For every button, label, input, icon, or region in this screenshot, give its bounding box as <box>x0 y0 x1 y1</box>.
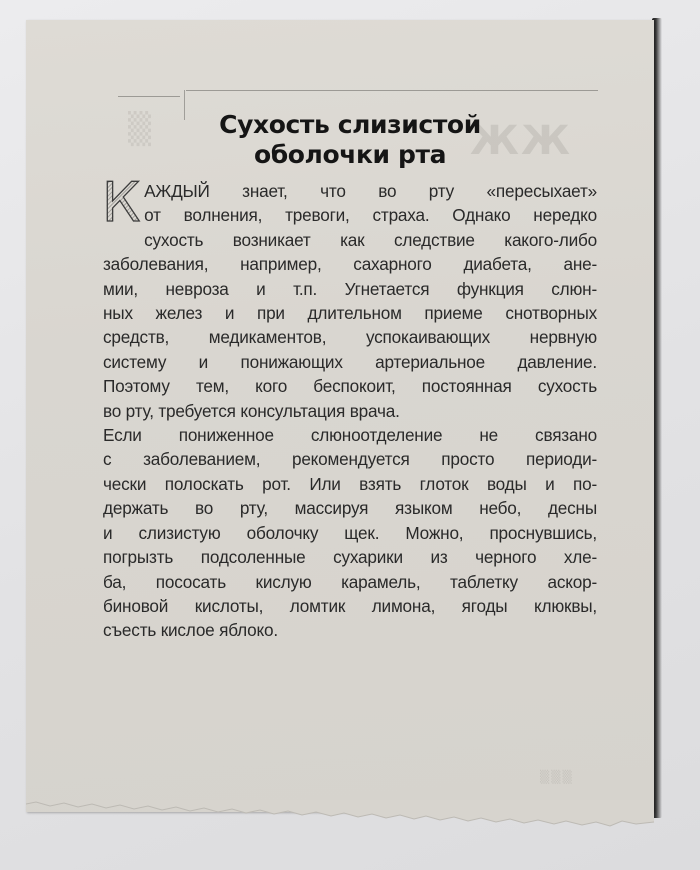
text-line: чески полоскать рот. Или взять глоток воды и по- <box>103 473 597 494</box>
column-rule <box>186 90 598 91</box>
print-bleed-through: ▒▒▒ <box>540 770 574 784</box>
text-line: Поэтому тем, кого беспокоит, постоянная сухость <box>103 376 597 397</box>
text-line: от волнения, тревоги, страха. Однако нередко <box>144 205 597 226</box>
text-line: биновой кислоты, ломтик лимона, ягоды клюквы, <box>103 595 597 616</box>
print-bleed-through: ЖЖ <box>470 118 572 164</box>
text-line: Если пониженное слюноотделение не связано <box>103 425 597 446</box>
text-line: средств, медикаментов, успокаивающих нервную <box>103 327 597 348</box>
torn-paper-edge <box>26 800 654 830</box>
text-line: мии, невроза и т.п. Угнетается функция слюн- <box>103 278 597 299</box>
article-body <box>102 171 597 643</box>
text-line: погрызть подсоленные сухарики из черного хле- <box>103 547 597 568</box>
drop-cap: К <box>102 171 141 234</box>
print-bleed-through: ▒ <box>128 112 154 147</box>
article-title-line-2: оболочки рта <box>253 140 447 169</box>
paragraph-1 <box>102 171 597 423</box>
text-line: АЖДЫЙ знает, что во рту «пересыхает» <box>144 181 597 201</box>
article-title-line-1: Сухость слизистой <box>219 110 481 139</box>
text-line: систему и понижающих артериальное давление. <box>103 351 597 372</box>
text-line: заболевания, например, сахарного диабета, ане- <box>103 254 597 275</box>
text-line: сухость возникает как следствие какого-либо <box>144 229 597 250</box>
text-line: и слизистую оболочку щек. Можно, проснувшись, <box>103 522 597 543</box>
text-line: ба, пососать кислую карамель, таблетку аскор- <box>103 571 597 592</box>
text-line: держать во рту, массируя языком небо, десны <box>103 498 597 519</box>
article <box>103 110 597 643</box>
text-line: с заболеванием, рекомендуется просто периоди- <box>103 449 597 470</box>
paragraph-2 <box>103 423 597 643</box>
text-line: ных желез и при длительном приеме снотворных <box>103 303 597 324</box>
article-title <box>103 110 597 170</box>
text-line: съесть кислое яблоко. <box>103 620 278 641</box>
text-line: во рту, требуется консультация врача. <box>103 400 400 421</box>
column-rule <box>118 96 180 97</box>
